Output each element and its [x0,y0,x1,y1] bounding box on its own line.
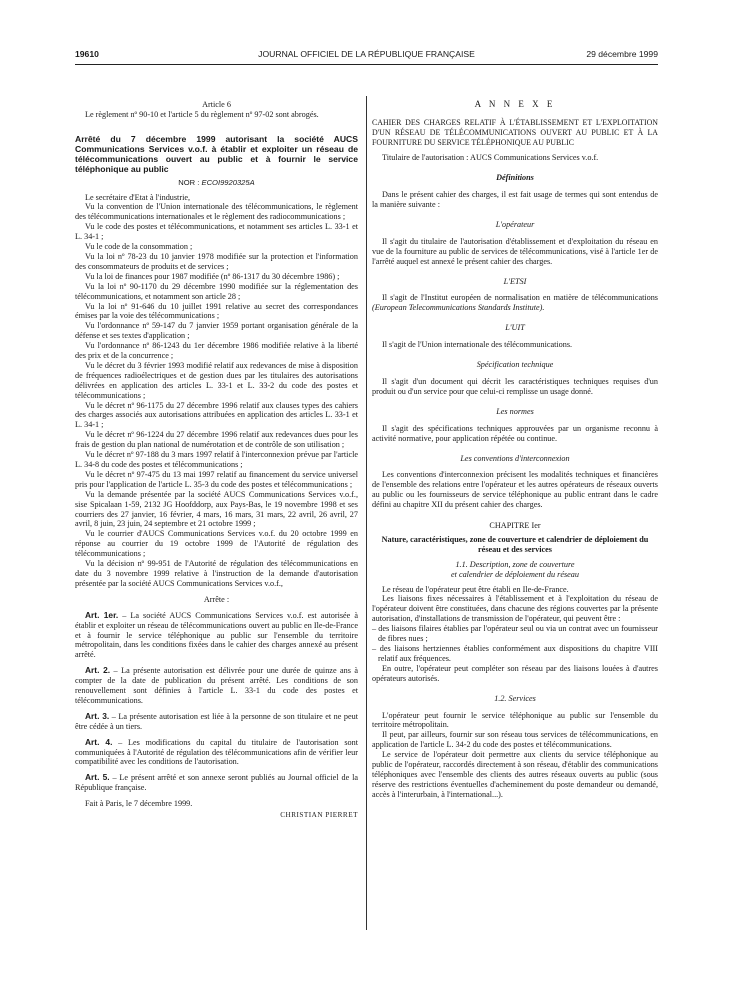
nor-label: NOR : [178,177,202,187]
section-1-2-heading: 1.2. Services [494,693,536,703]
section-1-1-heading [372,560,658,580]
article-label: Art. 2. [85,665,111,676]
visa-paragraph: Vu la loi nº 91-646 du 10 juillet 1991 relative au secret des correspondances émises par la voie des télécommunications ; [75,301,358,321]
visa-paragraph: Vu le décret nº 97-188 du 3 mars 1997 relatif à l'interconnexion prévue par l'article L. 34-8 du code des postes et télécommunications ; [75,450,358,469]
arrete-label: Arrête : [203,594,230,604]
section-1-1-p1: Le réseau de l'opérateur peut être établi en Ile-de-France. [382,584,569,594]
definition-text-italic: (European Telecommunications Standards Institute). [372,303,545,313]
visa-paragraph: Vu la demande présentée par la société AUCS Communications Services v.o.f., sise Spicalaan 1-59, 2132 JG Hoofddorp, aux Pays-Bas, le 19 novembre 1998 et ses courriers des 27 janvier, 16 février, 4 mars, 16 mars, 31 mars, 22 avril, 26 avril, 27 avril, 8 juin, 23 juin, 24 septembre et 21 octobre 1999 ; [75,489,358,529]
annexe-heading: A N N E X E [474,99,556,109]
section-1-2-p2: Il peut, par ailleurs, fournir sur son réseau tous services de télécommunications, en application de l'article L. 34-2 du code des postes et télécommunications. [372,730,658,750]
signature: CHRISTIAN PIERRET [280,811,358,820]
section-1-1-heading-line1: 1.1. Description, zone de couverture [455,559,575,569]
section-1-1-p2: Les liaisons fixes nécessaires à l'établissement et à l'exploitation du réseau de l'opérateur doivent être constituées, dans chacune des régions couvertes par la présente autorisation, d'installations de transmission de l'opérateur, qui peuvent être : [372,594,658,624]
done-at: Fait à Paris, le 7 décembre 1999. [85,799,193,809]
titulaire: Titulaire de l'autorisation : AUCS Communications Services v.o.f. [382,153,599,163]
article-paragraph [75,611,358,661]
issue-date: 29 décembre 1999 [586,49,658,59]
section-1-1-heading-line2: et calendrier de déploiement du réseau [450,569,579,579]
article-label: Art. 3. [85,710,110,721]
definition-text-body: Il s'agit de l'Union internationale des télécommunications. [382,340,573,350]
page-header [75,49,658,63]
visa-paragraph: Vu le code de la consommation ; [85,242,193,252]
article-label: Art. 5. [85,772,110,783]
article-paragraph [75,773,358,793]
definition-text-body: Les conventions d'interconnexion précisent les modalités techniques et financières de l'ensemble des relations entre l'opérateur et les autres opérateurs de réseaux ouverts au public ou les fournisseurs de service téléphonique au public entrant dans le cadre défini au chapitre XII du présent cahier des charges. [372,470,658,510]
visa-paragraph: Vu la convention de l'Union internationale des télécommunications, le règlement des télécommunications internationales et le règlement des radiocommunications ; [75,202,358,222]
left-column [75,100,358,821]
column-divider [366,96,367,930]
definition-term: Spécification technique [476,360,554,370]
definition-text [372,377,658,397]
visa-paragraph: Vu l'ordonnance nº 59-147 du 7 janvier 1959 portant organisation générale de la défense et ses textes d'application ; [75,321,358,341]
arrete-title: Arrêté du 7 décembre 1999 autorisant la société AUCS Communications Services v.o.f. à établir et exploiter un réseau de télécommunications ouvert au public et à fournir le service téléphonique au public [75,133,358,175]
article-paragraph [75,712,358,732]
article-paragraph [75,666,358,706]
chapter-heading: CHAPITRE Ier [489,521,541,531]
header-rule [75,64,658,65]
definition-term: L'UIT [505,323,525,333]
visa-paragraph: Vu la loi de finances pour 1987 modifiée (nº 86-1317 du 30 décembre 1986) ; [85,271,340,281]
journal-title: JOURNAL OFFICIEL DE LA RÉPUBLIQUE FRANÇAISE [258,49,475,59]
section-1-1-p3: En outre, l'opérateur peut compléter son réseau par des liaisons louées à d'autres opérateurs autorisés. [372,663,658,683]
visa-paragraph: Vu l'ordonnance nº 86-1243 du 1er décembre 1986 modifiée relative à la liberté des prix et de la concurrence ; [75,341,358,361]
visa-paragraph: Vu le code des postes et télécommunications, et notamment ses articles L. 33-1 et L. 34-1 ; [75,222,358,242]
definition-text [372,470,658,510]
definitions-heading: Définitions [496,173,534,183]
article-label: Art. 1er. [85,609,119,620]
article-6-heading: Article 6 [202,100,231,109]
article-text: – La présente autorisation est délivrée pour une durée de quinze ans à compter de la date de publication du présent arrêté. Les conditions de son renouvellement sont définies à l'article L. 33-1 du code des postes et télécommunications. [75,666,358,705]
nor-reference [75,178,358,188]
section-1-2-p3: Le service de l'opérateur doit permettre aux clients du service téléphonique au public de l'opérateur, raccordés directement à son réseau, d'établir des communications téléphoniques avec l'ensemble des clients des autres réseaux ouverts au public (sous réserve des restrictions éventuelles d'acheminement du poste demandeur ou demandé, accès à l'interurbain, à l'international...). [372,750,658,799]
article-text: – La société AUCS Communications Services v.o.f. est autorisée à établir et exploiter un réseau de télécommunications ouvert au public en Ile-de-France et à fournir le service téléphonique au public sur l'ensemble du territoire métropolitain, dans les conditions fixées dans le cahier des charges annexé au présent arrêté. [75,610,358,660]
article-paragraph [75,738,358,768]
articles-list [75,611,358,794]
visa-paragraph: Vu la loi nº 78-23 du 10 janvier 1978 modifiée sur la protection et l'information des consommateurs de produits et de services ; [75,251,358,271]
visa-paragraph: Vu le décret nº 96-1224 du 27 décembre 1996 relatif aux redevances dues pour les frais de gestion du plan national de numérotation et de contrôle de son utilisation ; [75,430,358,450]
visa-paragraph: Vu la loi nº 90-1170 du 29 décembre 1990 modifiée sur la réglementation des télécommunications, et notamment son article 28 ; [75,281,358,301]
definition-text-body: Il s'agit d'un document qui décrit les caractéristiques techniques requises d'un produit ou d'un service pour que celui-ci remplisse un usage donné. [372,376,658,396]
article-text: – Les modifications du capital du titulaire de l'autorisation sont communiquées à l'Autorité de régulation des télécommunications afin de vérifier leur compatibilité avec les conditions de l'autorisation. [75,737,358,767]
right-column [372,100,658,800]
definition-term: Les conventions d'interconnexion [460,453,570,463]
section-1-1-dash1: – des liaisons filaires établies par l'opérateur seul ou via un contrat avec un fournisseur de fibres nues ; [372,624,658,644]
article-text: – Le présent arrêté et son annexe seront publiés au Journal officiel de la République française. [75,773,358,793]
visa-paragraph: Vu le décret du 3 février 1993 modifié relatif aux redevances de mise à disposition de fréquences radioélectriques et de gestion dues par les titulaires des autorisations délivrées en application des articles L. 33-1 et L. 33-2 du code des postes et télécommunications ; [75,360,358,400]
definition-text-body: Il s'agit de l'Institut européen de normalisation en matière de télécommunications [382,293,658,303]
article-label: Art. 4. [85,736,113,747]
definition-text-body: Il s'agit du titulaire de l'autorisation d'établissement et d'exploitation du réseau en vue de la fourniture au public de services de télécommunications, visé à l'article 1er de l'arrêté auquel est annexé le présent cahier des charges. [372,236,658,266]
visa-paragraph: Le secrétaire d'Etat à l'industrie, [85,192,191,202]
definition-text [372,293,658,313]
cahier-title: CAHIER DES CHARGES RELATIF À L'ÉTABLISSEMENT ET L'EXPLOITATION D'UN RÉSEAU DE TÉLÉCOMMUNICATIONS OUVERT AU PUBLIC ET À LA FOURNITURE DU SERVICE TÉLÉPHONIQUE AU PUBLIC [372,117,658,147]
page-number: 19610 [75,49,99,59]
visa-paragraph: Vu le décret nº 96-1175 du 27 décembre 1996 relatif aux clauses types des cahiers des charges associés aux autorisations attribuées en application des articles L. 33-1 et L. 34-1 ; [75,400,358,430]
visa-paragraph: Vu le décret nº 97-475 du 13 mai 1997 relatif au financement du service universel pris pour l'application de l'article L. 35-3 du code des postes et télécommunications ; [75,469,358,489]
visa-paragraph: Vu le courrier d'AUCS Communications Services v.o.f. du 20 octobre 1999 en réponse au courrier du 19 octobre 1999 de l'Autorité de régulation des télécommunications ; [75,529,358,559]
definitions-intro: Dans le présent cahier des charges, il est fait usage de termes qui sont entendus de la manière suivante : [372,190,658,210]
definitions-list [372,220,658,510]
visa-paragraph: Vu la décision nº 99-951 de l'Autorité de régulation des télécommunications en date du 3 novembre 1999 relative à l'instruction de la demande d'autorisation présentée par la société AUCS Communications Services v.o.f., [75,559,358,588]
definition-term: L'ETSI [503,276,527,286]
section-1-2-p1: L'opérateur peut fournir le service téléphonique au public sur l'ensemble du territoire métropolitain. [372,710,658,730]
definition-text-body: Il s'agit des spécifications techniques approuvées par un organisme reconnu à activité normative, pour application répétée ou continue. [372,423,658,443]
definition-term: L'opérateur [495,219,535,229]
definition-text [372,237,658,267]
visas-list [75,193,358,589]
article-text: – La présente autorisation est liée à la personne de son titulaire et ne peut être cédée à un tiers. [75,711,358,731]
chapter-title: Nature, caractéristiques, zone de couverture et calendrier de déploiement du réseau et des services [381,534,649,554]
section-1-1-dash2: – des liaisons hertziennes établies conformément aux dispositions du chapitre VIII relatif aux fréquences. [372,644,658,663]
definition-term: Les normes [496,406,534,416]
definition-text [372,340,658,350]
definition-text [372,424,658,444]
article-6-text: Le règlement nº 90-10 et l'article 5 du règlement nº 97-02 sont abrogés. [85,109,319,119]
nor-value: ECOI9920325A [201,177,255,187]
